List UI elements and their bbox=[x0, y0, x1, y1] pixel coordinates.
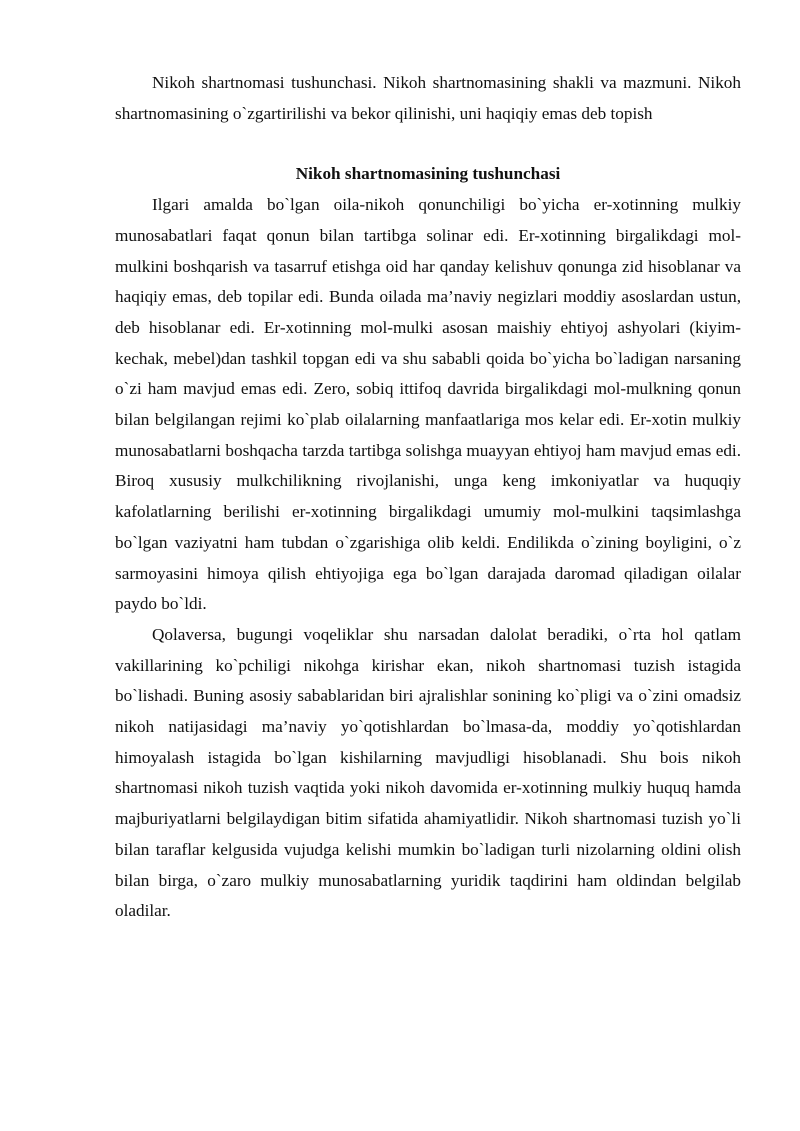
document-page bbox=[115, 68, 741, 927]
body-paragraph-1: Ilgari amalda bo`lgan oila-nikoh qonunchiligi bo`yicha er-xotinning mulkiy munosabatlari faqat qonun bilan tartibga solinar edi. Er-xotinning birgalikdagi mol-mulkini boshqarish va tasarruf etishga oid har qanday kelishuv qonunga zid hisoblanar va haqiqiy emas, deb topilar edi. Bunda oilada ma’naviy negizlari moddiy asoslardan ustun, deb hisoblanar edi. Er-xotinning mol-mulki asosan maishiy ehtiyoj ashyolari (kiyim-kechak, mebel)dan tashkil topgan edi va shu sababli qoida bo`yicha bo`ladigan narsaning o`zi ham mavjud emas edi. Zero, sobiq ittifoq davrida birgalikdagi mol-mulkning qonun bilan belgilangan rejimi ko`plab oilalarning manfaatlariga mos kelar edi. Er-xotin mulkiy munosabatlarni boshqacha tarzda tartibga solishga muayyan ehtiyoj ham mavjud emas edi. Biroq xususiy mulkchilikning rivojlanishi, unga keng imkoniyatlar va huquqiy kafolatlarning berilishi er-xotinning birgalikdagi umumiy mol-mulkini taqsimlashga bo`lgan vaziyatni ham tubdan o`zgarishiga olib keldi. Endilikda o`zining boyligini, o`z sarmoyasini himoya qilish ehtiyojiga ega bo`lgan darajada daromad qiladigan oilalar paydo bo`ldi. bbox=[115, 195, 741, 614]
body-paragraph-2: Qolaversa, bugungi voqeliklar shu narsadan dalolat beradiki, o`rta hol qatlam vakillarining ko`pchiligi nikohga kirishar ekan, nikoh shartnomasi tuzish istagida bo`lishadi. Buning asosiy sabablaridan biri ajralishlar sonining ko`pligi va o`zini omadsiz nikoh natijasidagi ma’naviy yo`qotishlardan bo`lmasa-da, moddiy yo`qotishlardan himoyalash istagida bo`lgan kishilarning mavjudligi hisoblanadi. Shu bois nikoh shartnomasi nikoh tuzish vaqtida yoki nikoh davomida er-xotinning mulkiy huquq hamda majburiyatlarni belgilaydigan bitim sifatida ahamiyatlidir. Nikoh shartnomasi tuzish yo`li bilan taraflar kelgusida vujudga kelishi mumkin bo`ladigan turli nizolarning oldini olish bilan birga, o`zaro mulkiy munosabatlarning yuridik taqdirini ham oldindan belgilab oladilar. bbox=[115, 624, 741, 921]
section-title: Nikoh shartnomasining tushunchasi bbox=[295, 164, 561, 184]
document-heading-paragraph: Nikoh shartnomasi tushunchasi. Nikoh shartnomasining shakli va mazmuni. Nikoh shartnomasining o`zgartirilishi va bekor qilinishi, uni haqiqiy emas deb topish bbox=[115, 73, 741, 123]
